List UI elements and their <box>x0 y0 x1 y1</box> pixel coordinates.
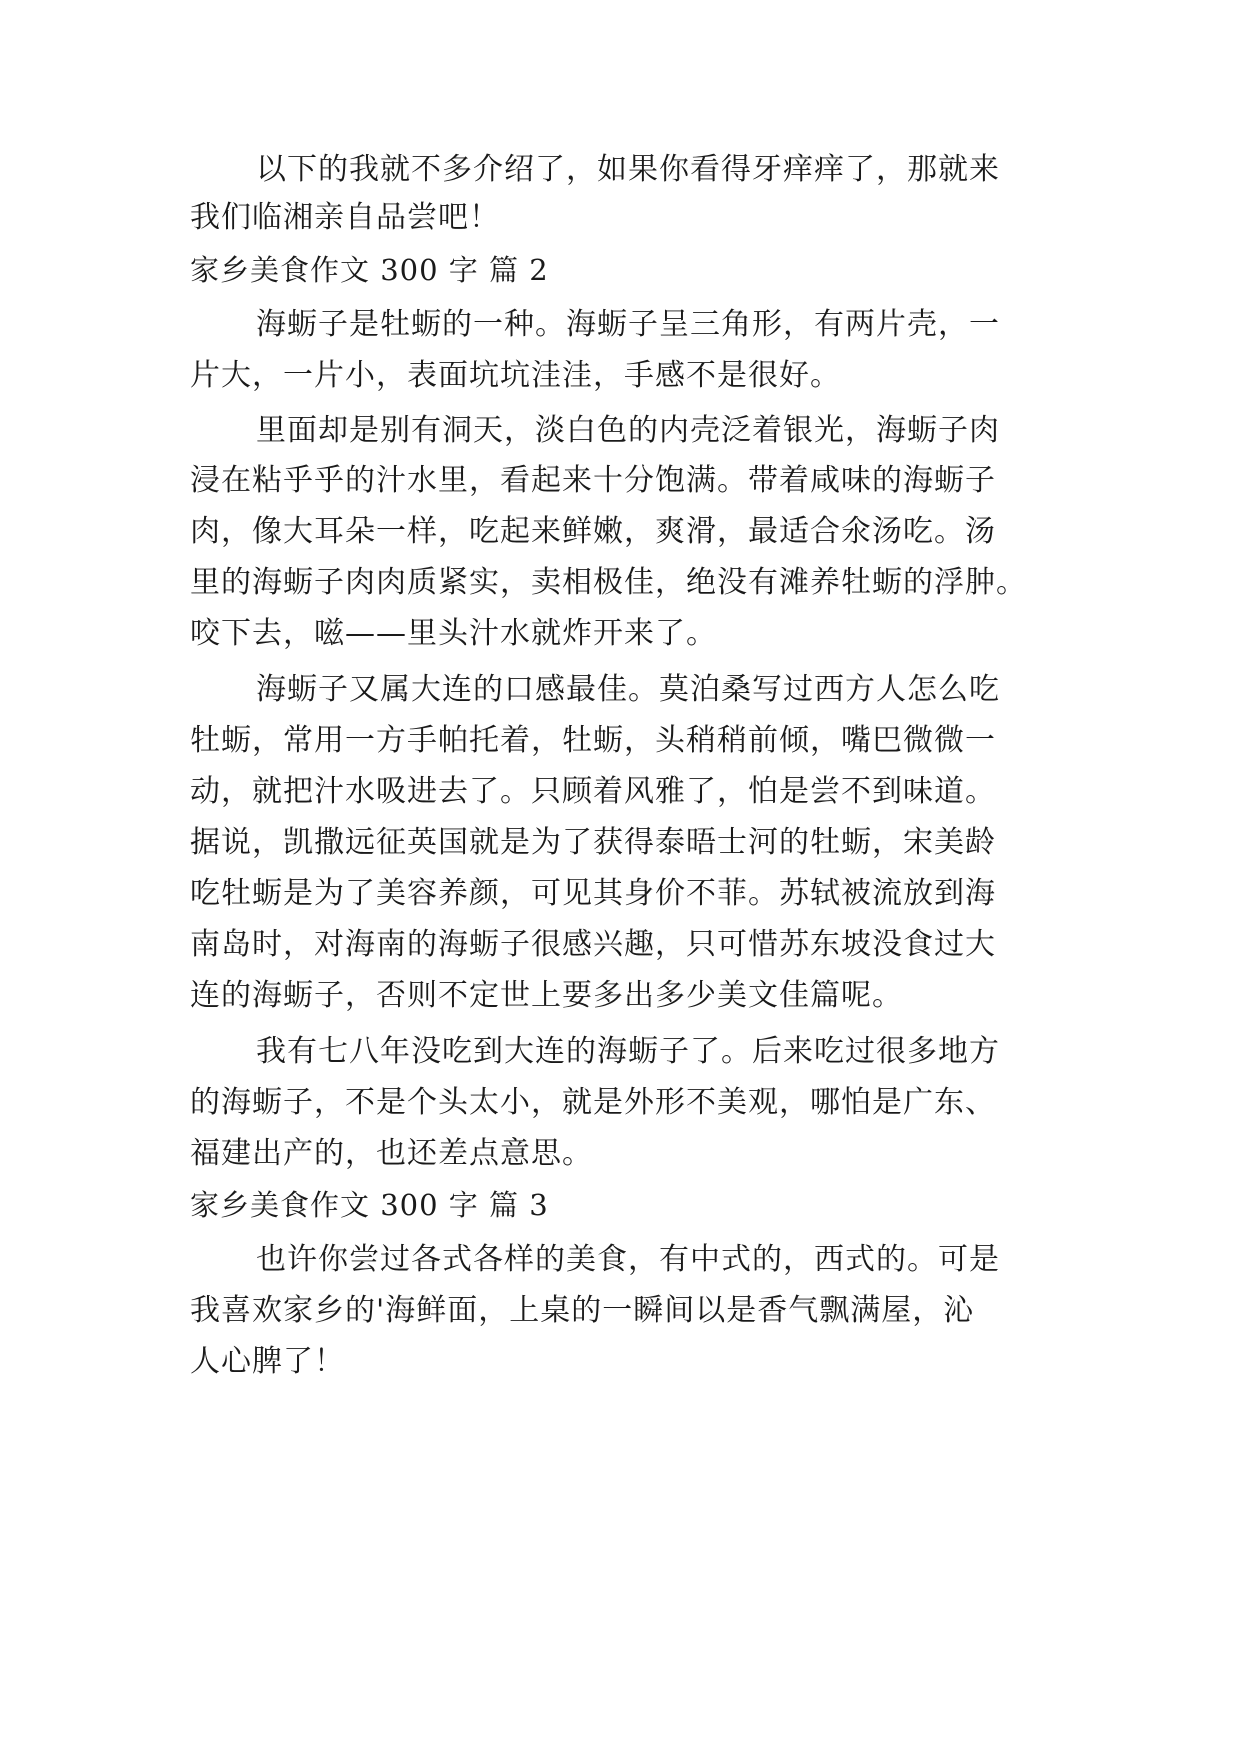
essay2-p3-line-7: 连的海蛎子，否则不定世上要多出多少美文佳篇呢。 <box>190 978 903 1013</box>
essay2-p3-line-4: 据说，凯撒远征英国就是为了获得泰晤士河的牡蛎，宋美龄 <box>190 825 996 860</box>
essay2-p4-line-3: 福建出产的，也还差点意思。 <box>190 1136 593 1171</box>
section-heading-3: 家乡美食作文 300 字 篇 3 <box>190 1188 549 1222</box>
essay2-p3-line-2: 牡蛎，常用一方手帕托着，牡蛎，头稍稍前倾，嘴巴微微一 <box>190 723 996 758</box>
essay2-p4-line-1: 我有七八年没吃到大连的海蛎子了。后来吃过很多地方 <box>256 1034 1000 1069</box>
essay2-p3-line-1: 海蛎子又属大连的口感最佳。莫泊桑写过西方人怎么吃 <box>256 672 1000 707</box>
essay2-p2-line-4: 里的海蛎子肉肉质紧实，卖相极佳，绝没有滩养牡蛎的浮肿。 <box>190 565 1027 600</box>
essay2-p2-line-2: 浸在粘乎乎的汁水里，看起来十分饱满。带着咸味的海蛎子 <box>190 463 996 498</box>
essay2-p2-line-1: 里面却是别有洞天，淡白色的内壳泛着银光，海蛎子肉 <box>256 413 1000 448</box>
essay2-p1-line-1: 海蛎子是牡蛎的一种。海蛎子呈三角形，有两片壳，一 <box>256 307 1000 342</box>
essay2-p1-line-2: 片大，一片小，表面坑坑洼洼，手感不是很好。 <box>190 358 841 393</box>
essay2-p2-line-5: 咬下去，嗞——里头汁水就炸开来了。 <box>190 616 717 651</box>
essay3-p1-line-1: 也许你尝过各式各样的美食，有中式的，西式的。可是 <box>256 1242 1000 1277</box>
essay2-p4-line-2: 的海蛎子，不是个头太小，就是外形不美观，哪怕是广东、 <box>190 1085 996 1120</box>
essay3-p1-line-3: 人心脾了！ <box>190 1344 345 1379</box>
essay3-p1-line-2: 我喜欢家乡的'海鲜面，上桌的一瞬间以是香气飘满屋，沁 <box>190 1293 975 1328</box>
section-heading-2: 家乡美食作文 300 字 篇 2 <box>190 253 549 287</box>
essay2-p3-line-3: 动，就把汁水吸进去了。只顾着风雅了，怕是尝不到味道。 <box>190 774 996 809</box>
essay2-p3-line-6: 南岛时，对海南的海蛎子很感兴趣，只可惜苏东坡没食过大 <box>190 927 996 962</box>
intro-line-1: 以下的我就不多介绍了，如果你看得牙痒痒了，那就来 <box>256 152 1000 187</box>
intro-line-2: 我们临湘亲自品尝吧！ <box>190 200 500 235</box>
essay2-p3-line-5: 吃牡蛎是为了美容养颜，可见其身价不菲。苏轼被流放到海 <box>190 876 996 911</box>
essay2-p2-line-3: 肉，像大耳朵一样，吃起来鲜嫩，爽滑，最适合氽汤吃。汤 <box>190 514 996 549</box>
